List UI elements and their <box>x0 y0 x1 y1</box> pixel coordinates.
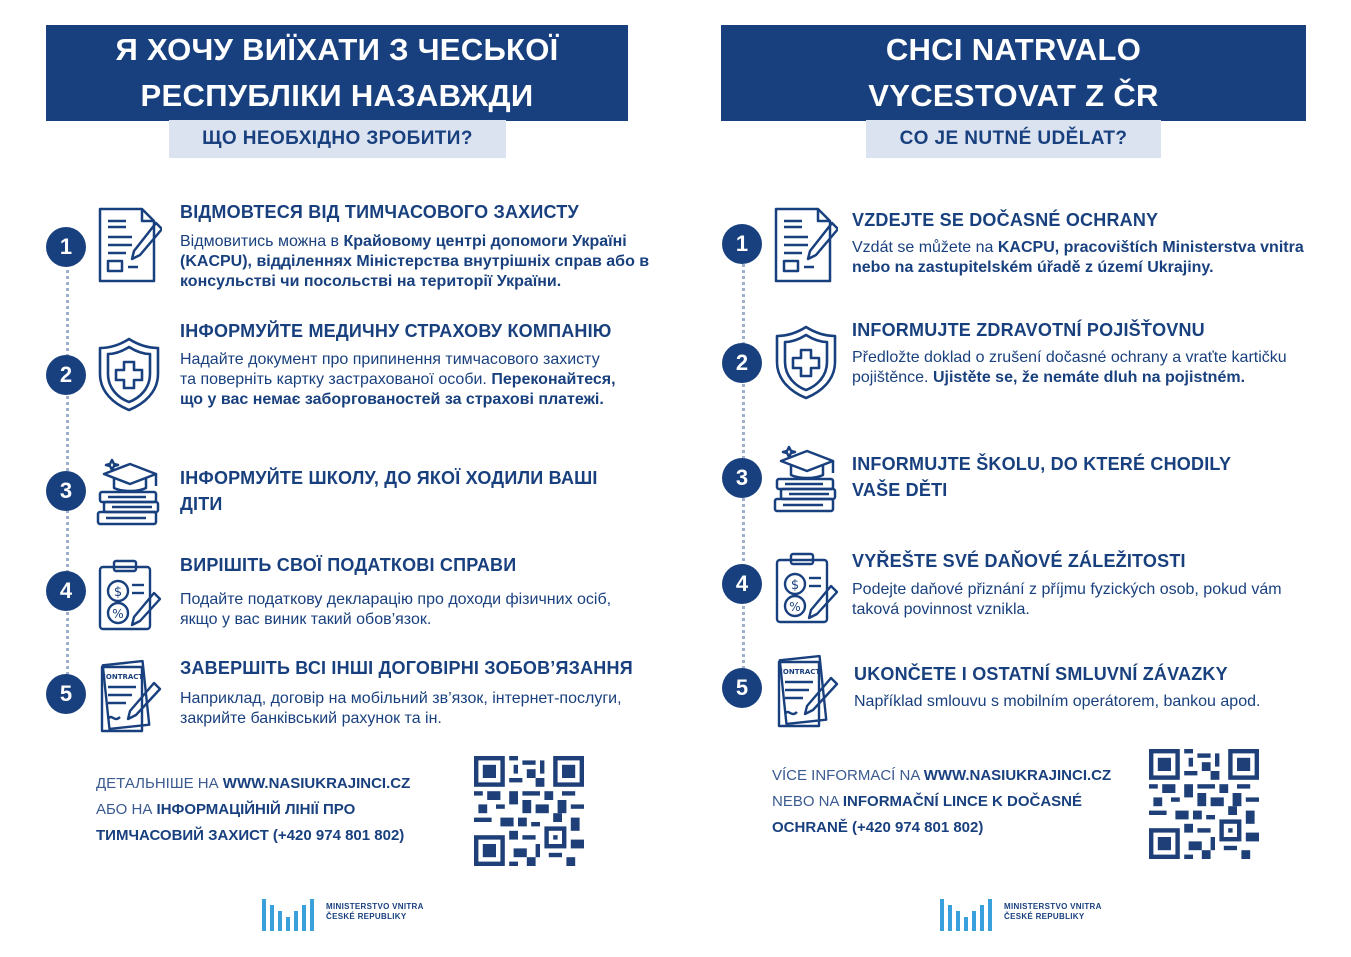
document-edit-icon <box>772 207 838 283</box>
step-title-3: ІНФОРМУЙТЕ ШКОЛУ, ДО ЯКОЇ ХОДИЛИ ВАШІ ДІТИ <box>180 468 598 514</box>
step-desc-5: Například smlouvu s mobilním operátorem, bankou apod. <box>854 693 1261 710</box>
footer-hotline: ІНФОРМАЦІЙНІЙ ЛІНІЇ ПРО ТИМЧАСОВИЙ ЗАХИСТ (+420 974 801 802) <box>96 801 405 844</box>
step-desc-4: Podejte daňové přiznání z příjmu fyzických osob, pokud vám taková povinnost vznikla. <box>852 581 1282 618</box>
step-desc-1-text: Vzdát se můžete na <box>852 239 998 256</box>
page-title-ua <box>46 25 628 121</box>
ukrainian-column <box>0 0 675 957</box>
step-desc-1 <box>180 232 650 292</box>
step-title-3: INFORMUJTE ŠKOLU, DO KTERÉ CHODILY VAŠE DĚTI <box>852 454 1231 500</box>
ministry-logo-mark <box>938 889 998 935</box>
step-title-1: VZDEJTE SE DOČASNÉ OCHRANY <box>852 210 1159 230</box>
logo-line-2: ČESKÉ REPUBLIKY <box>1004 912 1085 921</box>
step-title-2: INFORMUJTE ZDRAVOTNÍ POJIŠŤOVNU <box>852 320 1205 340</box>
step-desc-5: Наприклад, договір на мобільний зв’язок, інтернет-послуги, закрийте банківський рахунок та ін. <box>180 690 622 727</box>
footer-info-ua <box>96 771 436 849</box>
step-number-4: 4 <box>722 564 762 604</box>
shield-cross-icon <box>773 324 839 400</box>
czech-column <box>676 0 1351 957</box>
page-title-cz <box>721 25 1306 121</box>
step-number-3: 3 <box>722 458 762 498</box>
footer-url[interactable]: WWW.NASIUKRAJINCI.CZ <box>222 775 411 792</box>
title-line-1: Я ХОЧУ ВИЇХАТИ З ЧЕСЬКОЇ <box>115 32 559 67</box>
step-number-1: 1 <box>722 224 762 264</box>
footer-lead-2: NEBO NA <box>772 793 843 810</box>
ministry-logo-text <box>326 902 424 922</box>
step-title-2: ІНФОРМУЙТЕ МЕДИЧНУ СТРАХОВУ КОМПАНІЮ <box>180 321 612 341</box>
ministry-logo <box>260 872 445 952</box>
step-number-1: 1 <box>46 227 86 267</box>
footer-lead: VÍCE INFORMACÍ NA <box>772 767 924 784</box>
step-desc-2-text: Předložte doklad o zrušení dočasné ochrany a vraťte kartičku pojištěnce. <box>852 349 1287 386</box>
step-desc-2 <box>180 350 620 410</box>
logo-line-1: MINISTERSTVO VNITRA <box>1004 902 1102 911</box>
step-title-4: ВИРІШІТЬ СВОЇ ПОДАТКОВІ СПРАВИ <box>180 555 517 575</box>
qr-code <box>474 756 584 866</box>
qr-code <box>1149 749 1259 859</box>
tax-clipboard-icon <box>96 557 162 633</box>
contract-signing-icon <box>96 657 162 733</box>
step-number-5: 5 <box>722 668 762 708</box>
step-title-5: ЗАВЕРШІТЬ ВСІ ІНШІ ДОГОВІРНІ ЗОБОВ’ЯЗАННЯ <box>180 658 633 678</box>
step-desc-1-text: Відмовитись можна в <box>180 233 344 250</box>
step-desc-2-bold: Переконайтеся, що у вас немає заборгованостей за страхові платежі. <box>180 371 616 408</box>
step-desc-1 <box>852 238 1322 278</box>
ministry-logo-text <box>1004 902 1102 922</box>
step-desc-2-bold: Ujistěte se, že nemáte dluh na pojistném. <box>932 369 1246 386</box>
step-number-2: 2 <box>722 343 762 383</box>
step-title-5: UKONČETE I OSTATNÍ SMLUVNÍ ZÁVAZKY <box>854 664 1228 684</box>
subtitle-cz: CO JE NUTNÉ UDĚLAT? <box>866 120 1161 158</box>
step-desc-4: Подайте податкову декларацію про доходи фізичних осіб, якщо у вас виник такий обов’язок. <box>180 591 612 628</box>
step-title-4: VYŘEŠTE SVÉ DAŇOVÉ ZÁLEŽITOSTI <box>852 551 1186 571</box>
subtitle-ua: ЩО НЕОБХІДНО ЗРОБИТИ? <box>169 120 506 158</box>
logo-line-1: MINISTERSTVO VNITRA <box>326 902 424 911</box>
ministry-logo <box>938 872 1123 952</box>
title-line-2: VYCESTOVAT Z ČR <box>868 78 1159 113</box>
shield-cross-icon <box>96 336 162 412</box>
step-desc-2 <box>852 348 1292 388</box>
tax-clipboard-icon <box>773 550 839 626</box>
step-desc-2-text: Надайте документ про припинення тимчасового захисту та поверніть картку застрахованої особи. <box>180 351 600 388</box>
footer-hotline: INFORMAČNÍ LINCE K DOČASNÉ OCHRANĚ (+420 974 801 802) <box>772 793 1083 836</box>
step-title-1: ВІДМОВТЕСЯ ВІД ТИМЧАСОВОГО ЗАХИСТУ <box>180 202 579 222</box>
step-number-2: 2 <box>46 355 86 395</box>
graduation-books-icon <box>773 443 839 519</box>
step-desc-1-bold: KACPU, pracovištích Ministerstva vnitra nebo na zastupitelském úřadě z území Ukrajiny. <box>852 239 1304 276</box>
graduation-books-icon <box>96 456 162 532</box>
footer-lead-2: АБО НА <box>96 801 157 818</box>
step-number-4: 4 <box>46 571 86 611</box>
logo-line-2: ČESKÉ REPUBLIKY <box>326 912 407 921</box>
contract-signing-icon <box>773 652 839 728</box>
ministry-logo-mark <box>260 889 320 935</box>
title-line-2: РЕСПУБЛІКИ НАЗАВЖДИ <box>140 78 534 113</box>
footer-url[interactable]: WWW.NASIUKRAJINCI.CZ <box>923 767 1112 784</box>
document-edit-icon <box>96 207 162 283</box>
step-connector-dots <box>66 247 69 687</box>
footer-lead: ДЕТАЛЬНІШЕ НА <box>96 775 223 792</box>
step-desc-1-bold: Крайовому центрі допомоги Україні (KACPU), відділеннях Міністерства внутрішніх справ або в консульстві чи посольстві на території України. <box>180 233 650 290</box>
step-number-5: 5 <box>46 674 86 714</box>
footer-info-cz <box>772 763 1132 841</box>
title-line-1: CHCI NATRVALO <box>885 32 1142 67</box>
step-number-3: 3 <box>46 471 86 511</box>
